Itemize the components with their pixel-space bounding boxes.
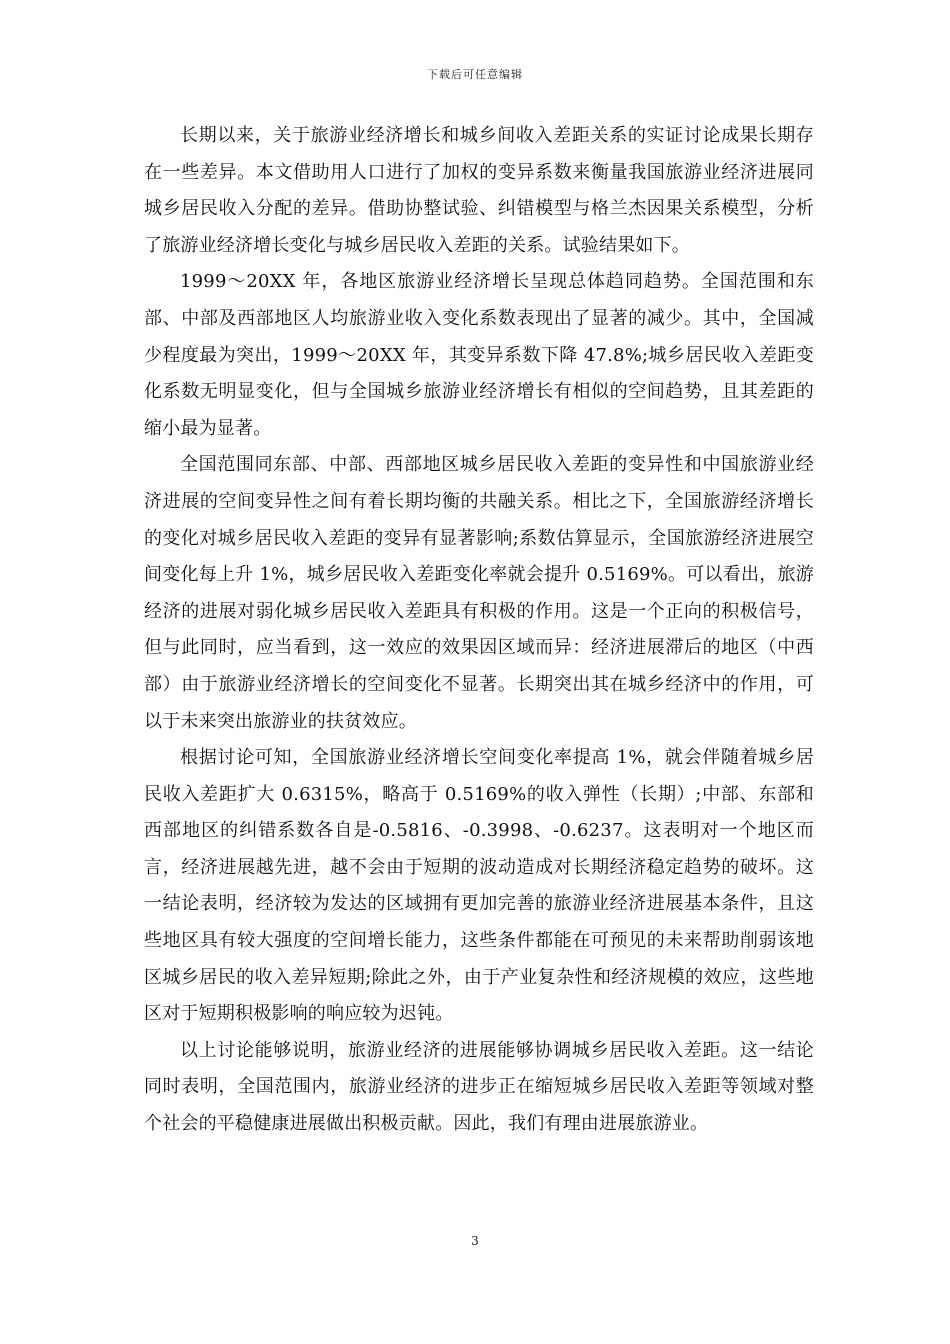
- paragraph-1: 长期以来，关于旅游业经济增长和城乡间收入差距关系的实证讨论成果长期存在一些差异。本文借助用人口进行了加权的变异系数来衡量我国旅游业经济进展同城乡居民收入分配的差异。借助协整试验、纠错模型与格兰杰因果关系模型，分析了旅游业经济增长变化与城乡居民收入差距的关系。试验结果如下。: [144, 125, 814, 256]
- paragraph-3: 全国范围同东部、中部、西部地区城乡居民收入差距的变异性和中国旅游业经济进展的空间变异性之间有着长期均衡的共融关系。相比之下，全国旅游经济增长的变化对城乡居民收入差距的变异有显著影响;系数估算显示，全国旅游经济进展空间变化每上升 1%，城乡居民收入差距变化率就会提升 0.5169%。可以看出，旅游经济的进展对弱化城乡居民收入差距具有积极的作用。这是一个正向的积极信号，但与此同时，应当看到，这一效应的效果因区域而异：经济进展滞后的地区（中西部）由于旅游业经济增长的空间变化不显著。长期突出其在城乡经济中的作用，可以于未来突出旅游业的扶贫效应。: [144, 454, 814, 732]
- page-header: 下载后可任意编辑: [427, 68, 523, 81]
- page-number: 3: [471, 1234, 479, 1248]
- document-body: [144, 118, 814, 1143]
- paragraph-2: 1999～20XX 年，各地区旅游业经济增长呈现总体趋同趋势。全国范围和东部、中部及西部地区人均旅游业收入变化系数表现出了显著的减少。其中，全国减少程度最为突出，1999～20XX 年，其变异系数下降 47.8%;城乡居民收入差距变化系数无明显变化，但与全国城乡旅游业经济增长有相似的空间趋势，且其差距的缩小最为显著。: [144, 271, 814, 439]
- paragraph-4: 根据讨论可知，全国旅游业经济增长空间变化率提高 1%，就会伴随着城乡居民收入差距扩大 0.6315%，略高于 0.5169%的收入弹性（长期）;中部、东部和西部地区的纠错系数各自是-0.5816、-0.3998、-0.6237。这表明对一个地区而言，经济进展越先进，越不会由于短期的波动造成对长期经济稳定趋势的破坏。这一结论表明，经济较为发达的区域拥有更加完善的旅游业经济进展基本条件，且这些地区具有较大强度的空间增长能力，这些条件都能在可预见的未来帮助削弱该地区城乡居民的收入差异短期;除此之外，由于产业复杂性和经济规模的效应，这些地区对于短期积极影响的响应较为迟钝。: [144, 747, 814, 1025]
- paragraph-5: 以上讨论能够说明，旅游业经济的进展能够协调城乡居民收入差距。这一结论同时表明，全国范围内，旅游业经济的进步正在缩短城乡居民收入差距等领域对整个社会的平稳健康进展做出积极贡献。因此，我们有理由进展旅游业。: [144, 1039, 814, 1135]
